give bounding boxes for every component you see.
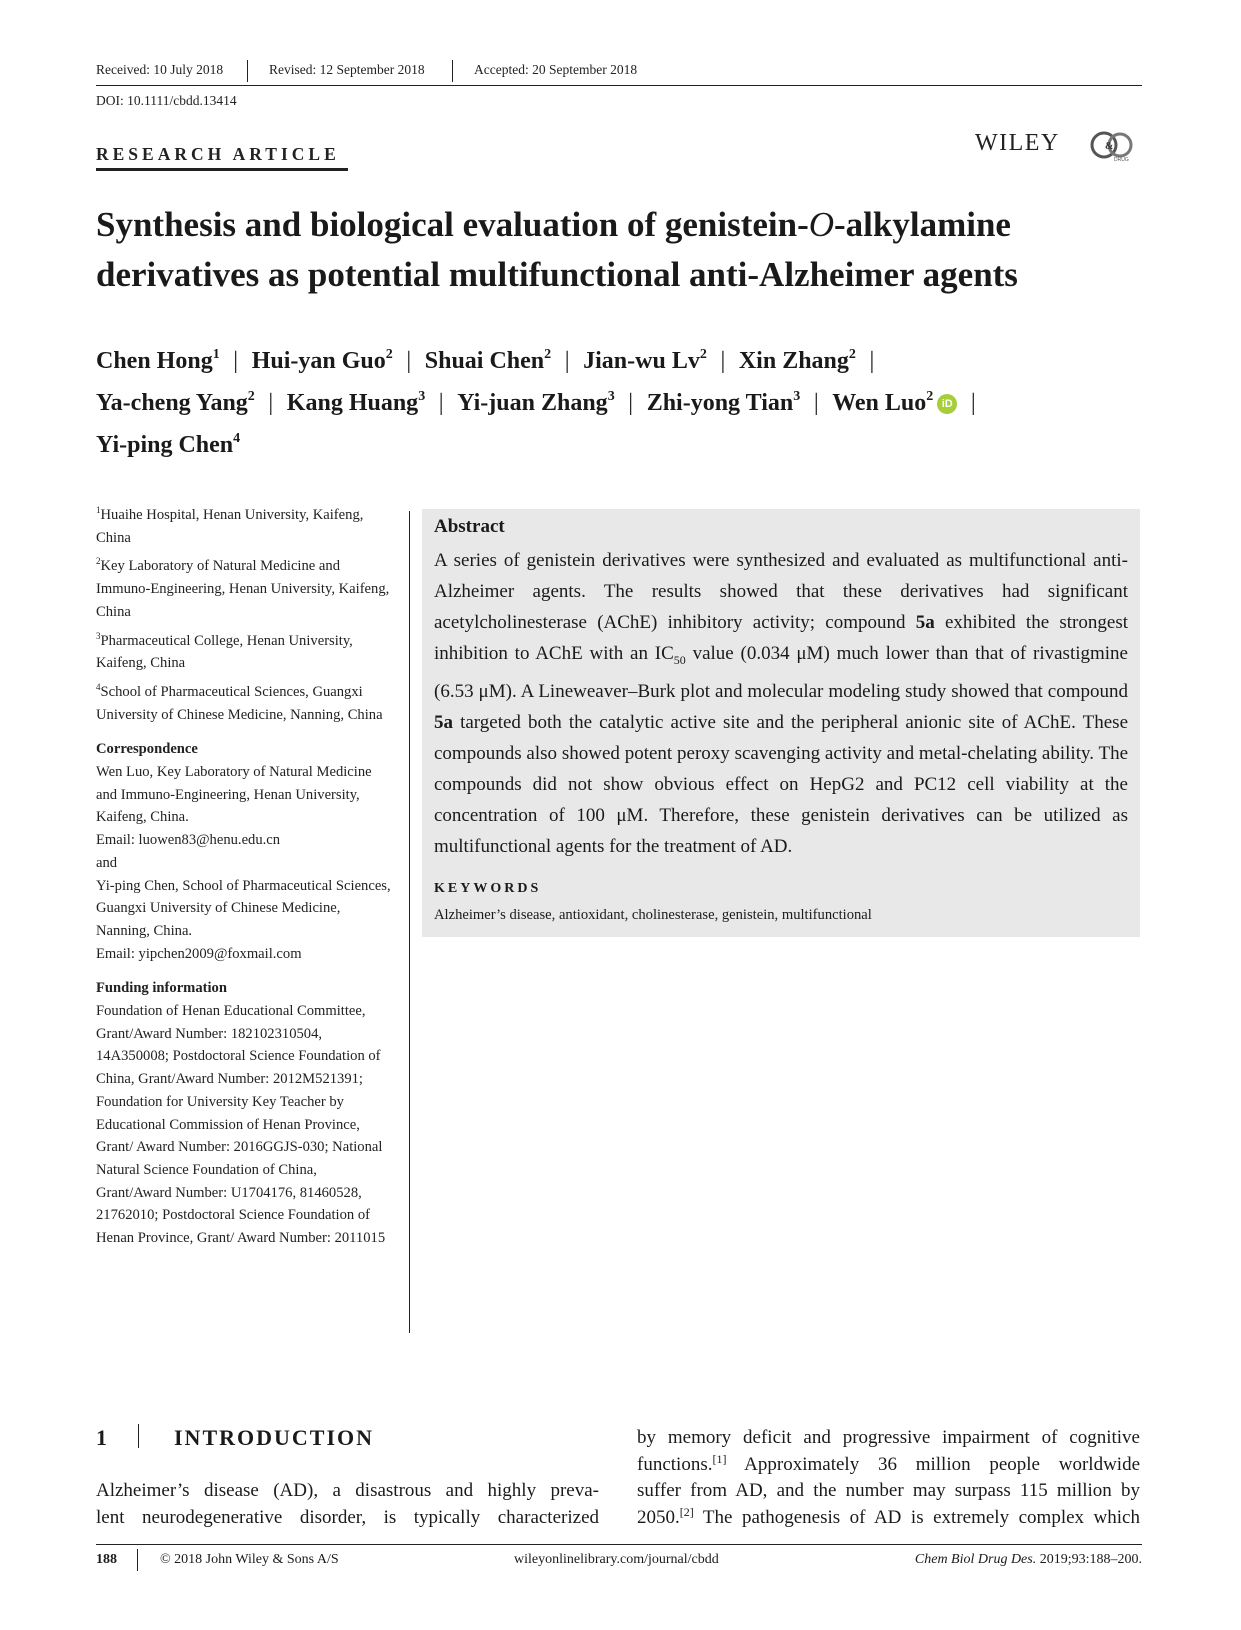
divider	[452, 60, 453, 82]
doi[interactable]: DOI: 10.1111/cbdd.13414	[96, 93, 237, 108]
svg-text:DRUG: DRUG	[1114, 157, 1129, 163]
correspondence-author-2: Yi-ping Chen, School of Pharmaceutical Sciences, Guangxi University of Chinese Medicine, Nanning, China.	[96, 877, 391, 939]
revised-date: Revised: 12 September 2018	[269, 62, 425, 77]
conjunction: and	[96, 854, 118, 871]
journal-logo	[1088, 130, 1136, 164]
front-matter-sidebar	[96, 504, 396, 1250]
body-line: suffer from AD, and the number may surpass 115 million by	[637, 1480, 1140, 1501]
citation-link[interactable]: [1]	[712, 1452, 727, 1466]
author-name[interactable]: Kang Huang$^3$	[286, 389, 426, 416]
author-name[interactable]: Yi-ping Chen$^4$	[96, 431, 241, 458]
article-dates	[96, 60, 1142, 86]
column-divider	[409, 511, 410, 1333]
page-number: 188	[96, 1552, 117, 1567]
section-number: 1	[96, 1425, 107, 1450]
svg-text:&: &	[1105, 141, 1114, 152]
correspondence-author-1: Wen Luo, Key Laboratory of Natural Medicine and Immuno-Engineering, Henan University, Kaifeng, China.	[96, 764, 372, 826]
author-name[interactable]: Ya-cheng Yang$^2$	[96, 389, 255, 416]
article-type-underline	[96, 168, 348, 171]
publisher-logo: WILEY	[975, 130, 1060, 156]
author-name[interactable]: Chen Hong$^1$	[96, 347, 220, 374]
body-line: by memory deficit and progressive impairment of cognitive	[637, 1427, 1140, 1448]
divider	[247, 60, 248, 82]
author-name[interactable]: Zhi-yong Tian$^3$	[646, 389, 801, 416]
abstract-text: A series of genistein derivatives were synthesized and evaluated as multifunctional anti-Alzheimer agents. The results showed that these derivatives had significant acetylcholinesterase (AChE) inhibitory activity; compound 5a exhibited the strongest inhibition to AChE with an $IC_{50}$ value (0.034 μM) much lower than that of rivastigmine (6.53 μM). A Lineweaver–Burk plot and molecular modeling study showed that compound 5a targeted both the catalytic active site and the peripheral anionic site of AChE. These compounds also showed potent peroxy scavenging activity and metal-chelating ability. The compounds did not show obvious effect on HepG2 and PC12 cell viability at the concentration of 100 μM. Therefore, these genistein derivatives can be utilized as multifunctional agents for the treatment of AD.	[434, 550, 1128, 857]
footer-rule	[96, 1544, 1142, 1545]
section-divider	[138, 1424, 139, 1448]
body-line: Alzheimer’s disease (AD), a disastrous and highly preva-	[96, 1480, 599, 1501]
funding-text: Foundation of Henan Educational Committee, Grant/Award Number: 182102310504, 14A350008; Postdoctoral Science Foundation of China, Grant/Award Number: 2012M521391; Foundation for University Key Teacher by Educational Commission of Henan Province, Grant/ Award Number: 2016GGJS-030; National Natural Science Foundation of China, Grant/Award Number: U1704176, 81460528, 21762010; Postdoctoral Science Foundation of Henan Province, Grant/ Award Number: 2011015	[96, 1003, 386, 1247]
section-title: INTRODUCTION	[174, 1425, 375, 1450]
divider	[137, 1549, 138, 1571]
author-name[interactable]: Shuai Chen$^2$	[424, 347, 552, 374]
funding-heading: Funding information	[96, 980, 227, 997]
author-list: Chen Hong$^1$ | Hui-yan Guo$^2$ | Shuai Chen$^2$ | Jian-wu Lv$^2$ | Xin Zhang$^2$ | Ya-cheng Yang$^2$ | Kang Huang$^3$ | Yi-juan Zhang$^3$ | Zhi-yong Tian$^3$ | Wen Luo$^2$ iD | Yi-ping Chen$^4$	[96, 347, 976, 458]
affiliation: $^2$Key Laboratory of Natural Medicine and Immuno-Engineering, Henan University, Kaifeng, China	[96, 556, 390, 620]
article-type: RESEARCH ARTICLE	[96, 144, 340, 164]
keywords-heading: KEYWORDS	[434, 881, 542, 896]
affiliation: $^1$Huaihe Hospital, Henan University, Kaifeng, China	[96, 505, 364, 546]
affiliation: $^3$Pharmaceutical College, Henan University, Kaifeng, China	[96, 630, 353, 672]
body-line: 2050.[2] The pathogenesis of AD is extremely complex which	[637, 1505, 1140, 1528]
copyright: © 2018 John Wiley & Sons A/S	[160, 1552, 339, 1567]
header-rule	[96, 85, 1142, 86]
received-date: Received: 10 July 2018	[96, 62, 224, 77]
author-name[interactable]: Hui-yan Guo$^2$	[251, 347, 393, 374]
email-link[interactable]: Email: luowen83@henu.edu.cn	[96, 832, 281, 849]
abstract-heading: Abstract	[434, 516, 505, 537]
author-name[interactable]: Xin Zhang$^2$	[738, 347, 856, 374]
body-line: functions.[1] Approximately 36 million people worldwide	[637, 1452, 1140, 1475]
article-title: Synthesis and biological evaluation of genistein-O-alkylamine derivatives as potential multifunctional anti-Alzheimer agents	[96, 205, 1018, 294]
author-name[interactable]: Yi-juan Zhang$^3$	[457, 389, 615, 416]
journal-citation: Chem Biol Drug Des. 2019;93:188–200.	[914, 1552, 1142, 1567]
correspondence-heading: Correspondence	[96, 741, 198, 758]
journal-url[interactable]: wileyonlinelibrary.com/journal/cbdd	[514, 1552, 719, 1567]
title-italic: O	[808, 205, 835, 244]
email-link[interactable]: Email: yipchen2009@foxmail.com	[96, 945, 302, 962]
affiliation: $^4$School of Pharmaceutical Sciences, Guangxi University of Chinese Medicine, Nanning, China	[96, 681, 383, 723]
author-name[interactable]: Wen Luo$^2$ iD	[832, 390, 957, 416]
body-line: lent neurodegenerative disorder, is typically characterized	[96, 1507, 599, 1528]
citation-link[interactable]: [2]	[679, 1505, 694, 1519]
accepted-date: Accepted: 20 September 2018	[474, 62, 638, 77]
keywords: Alzheimer’s disease, antioxidant, cholinesterase, genistein, multifunctional	[434, 907, 872, 923]
author-name[interactable]: Jian-wu Lv$^2$	[583, 347, 707, 374]
orcid-icon[interactable]: iD	[937, 394, 957, 414]
